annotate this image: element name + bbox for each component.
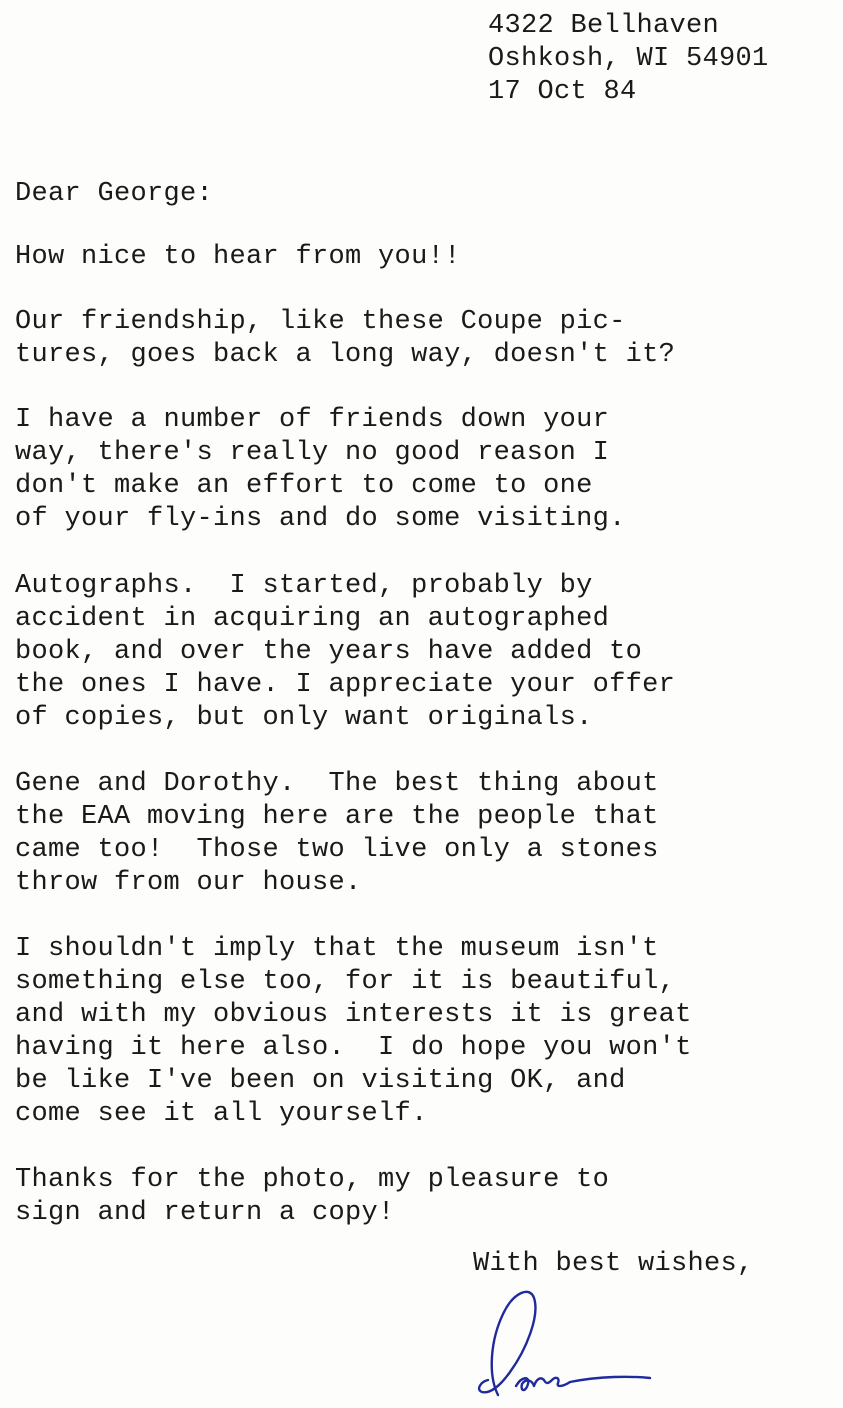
- paragraph-line: Autographs. I started, probably by: [15, 571, 593, 601]
- paragraph-line: the ones I have. I appreciate your offer: [15, 670, 676, 700]
- paragraph-line: and with my obvious interests it is great: [15, 1000, 692, 1030]
- paragraph-line: sign and return a copy!: [15, 1198, 395, 1228]
- sender-city-state-zip: Oshkosh, WI 54901: [488, 44, 769, 74]
- paragraph-line: the EAA moving here are the people that: [15, 802, 659, 832]
- sender-street: 4322 Bellhaven: [488, 11, 720, 41]
- greeting: Dear George:: [15, 179, 214, 209]
- paragraph-line: I have a number of friends down your: [15, 405, 610, 435]
- paragraph-line: Thanks for the photo, my pleasure to: [15, 1165, 610, 1195]
- paragraph-line: accident in acquiring an autographed: [15, 604, 610, 634]
- paragraph-line: be like I've been on visiting OK, and: [15, 1066, 626, 1096]
- paragraph-line: having it here also. I do hope you won't: [15, 1033, 692, 1063]
- paragraph-line: Our friendship, like these Coupe pic-: [15, 307, 626, 337]
- paragraph-line: How nice to hear from you!!: [15, 242, 461, 272]
- signature-dave: [470, 1280, 670, 1405]
- letter-date: 17 Oct 84: [488, 77, 637, 107]
- paragraph-line: of copies, but only want originals.: [15, 703, 593, 733]
- paragraph-line: came too! Those two live only a stones: [15, 835, 659, 865]
- signature-strokes: [479, 1292, 650, 1395]
- paragraph-line: Gene and Dorothy. The best thing about: [15, 769, 659, 799]
- paragraph-line: tures, goes back a long way, doesn't it?: [15, 340, 676, 370]
- closing: With best wishes,: [473, 1249, 754, 1279]
- paragraph-line: way, there's really no good reason I: [15, 438, 610, 468]
- paragraph-line: throw from our house.: [15, 868, 362, 898]
- paragraph-line: something else too, for it is beautiful,: [15, 967, 676, 997]
- paragraph-line: book, and over the years have added to: [15, 637, 643, 667]
- paragraph-line: don't make an effort to come to one: [15, 471, 593, 501]
- paragraph-line: of your fly-ins and do some visiting.: [15, 504, 626, 534]
- paragraph-line: come see it all yourself.: [15, 1099, 428, 1129]
- paragraph-line: I shouldn't imply that the museum isn't: [15, 934, 659, 964]
